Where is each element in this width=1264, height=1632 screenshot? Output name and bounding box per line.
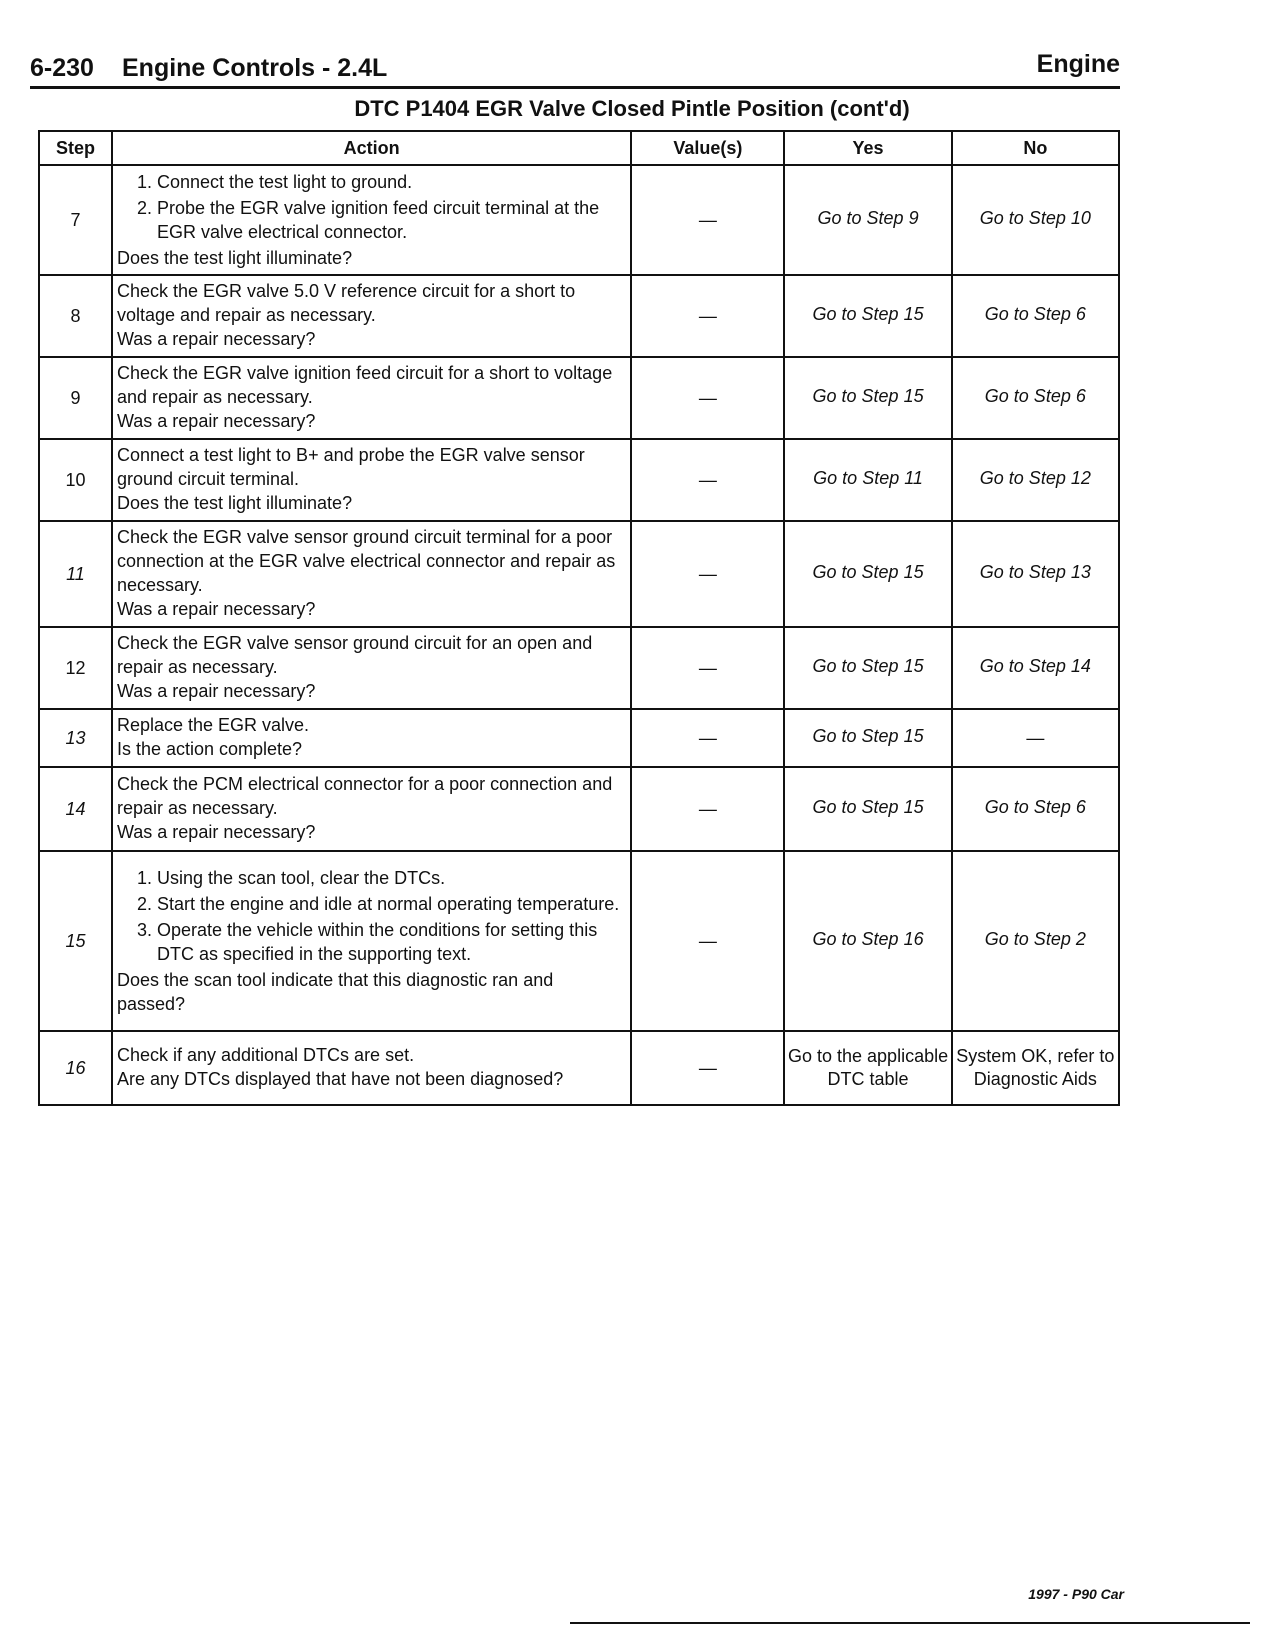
step-number: 11 bbox=[39, 521, 112, 627]
diagnostic-table bbox=[38, 130, 1120, 1106]
step-number: 10 bbox=[39, 439, 112, 521]
action-text: Check the PCM electrical connector for a poor connection and repair as necessary. bbox=[116, 774, 613, 818]
action-cell bbox=[112, 357, 631, 439]
yes-cell: Go to Step 11 bbox=[784, 439, 951, 521]
step-number: 16 bbox=[39, 1031, 112, 1105]
step-number: 8 bbox=[39, 275, 112, 357]
action-text: Check the EGR valve sensor ground circuit for an open and repair as necessary. bbox=[116, 633, 593, 677]
action-question: Does the scan tool indicate that this diagnostic ran and passed? bbox=[116, 970, 554, 1014]
action-text: Check the EGR valve ignition feed circuit for a short to voltage and repair as necessary. bbox=[116, 363, 613, 407]
no-cell: Go to Step 6 bbox=[952, 357, 1119, 439]
table-row bbox=[39, 1031, 1119, 1105]
action-item: 1. Connect the test light to ground. bbox=[157, 170, 624, 194]
yes-cell: Go to Step 15 bbox=[784, 767, 951, 851]
action-cell bbox=[112, 709, 631, 767]
action-item: 2. Start the engine and idle at normal operating temperature. bbox=[157, 892, 624, 916]
action-question: Was a repair necessary? bbox=[116, 681, 316, 701]
action-cell bbox=[112, 165, 631, 275]
value-cell: — bbox=[631, 627, 784, 709]
yes-cell: Go to Step 15 bbox=[784, 275, 951, 357]
action-text: Check the EGR valve sensor ground circuit terminal for a poor connection at the EGR valve electrical connector and repair as necessary. bbox=[116, 527, 616, 595]
action-text: Check if any additional DTCs are set. bbox=[116, 1045, 415, 1065]
no-cell: Go to Step 13 bbox=[952, 521, 1119, 627]
table-row bbox=[39, 709, 1119, 767]
action-item: 3. Operate the vehicle within the conditions for setting this DTC as specified in the supporting text. bbox=[157, 918, 624, 966]
step-number: 9 bbox=[39, 357, 112, 439]
action-question: Was a repair necessary? bbox=[116, 329, 316, 349]
table-row bbox=[39, 521, 1119, 627]
value-cell: — bbox=[631, 521, 784, 627]
action-text: Replace the EGR valve. bbox=[116, 715, 310, 735]
action-question: Was a repair necessary? bbox=[116, 822, 316, 842]
no-cell: Go to Step 12 bbox=[952, 439, 1119, 521]
yes-cell: Go to Step 15 bbox=[784, 709, 951, 767]
action-cell bbox=[112, 627, 631, 709]
table-row bbox=[39, 767, 1119, 851]
bottom-rule bbox=[570, 1622, 1250, 1624]
column-header-yes: Yes bbox=[784, 131, 951, 165]
step-number: 7 bbox=[39, 165, 112, 275]
yes-cell: Go to Step 15 bbox=[784, 357, 951, 439]
step-number: 14 bbox=[39, 767, 112, 851]
column-header-step: Step bbox=[39, 131, 112, 165]
yes-cell: Go to the applicable DTC table bbox=[784, 1031, 951, 1105]
table-row bbox=[39, 275, 1119, 357]
step-number: 12 bbox=[39, 627, 112, 709]
action-item: 1. Using the scan tool, clear the DTCs. bbox=[157, 866, 624, 890]
yes-cell: Go to Step 15 bbox=[784, 627, 951, 709]
action-question: Was a repair necessary? bbox=[116, 599, 316, 619]
action-list bbox=[117, 866, 624, 966]
value-cell: — bbox=[631, 851, 784, 1031]
yes-cell: Go to Step 16 bbox=[784, 851, 951, 1031]
table-row bbox=[39, 165, 1119, 275]
action-question: Was a repair necessary? bbox=[116, 411, 316, 431]
value-cell: — bbox=[631, 165, 784, 275]
action-cell bbox=[112, 439, 631, 521]
action-question: Does the test light illuminate? bbox=[116, 248, 353, 268]
page-header bbox=[30, 50, 1120, 89]
no-cell: System OK, refer to Diagnostic Aids bbox=[952, 1031, 1119, 1105]
table-row bbox=[39, 357, 1119, 439]
table-header-row bbox=[39, 131, 1119, 165]
step-number: 13 bbox=[39, 709, 112, 767]
no-cell: — bbox=[952, 709, 1119, 767]
action-cell bbox=[112, 275, 631, 357]
step-number: 15 bbox=[39, 851, 112, 1031]
no-cell: Go to Step 10 bbox=[952, 165, 1119, 275]
no-cell: Go to Step 14 bbox=[952, 627, 1119, 709]
action-cell bbox=[112, 521, 631, 627]
action-item: 2. Probe the EGR valve ignition feed circuit terminal at the EGR valve electrical connector. bbox=[157, 196, 624, 244]
page-number: 6-230 bbox=[30, 54, 94, 82]
value-cell: — bbox=[631, 709, 784, 767]
action-cell bbox=[112, 851, 631, 1031]
no-cell: Go to Step 2 bbox=[952, 851, 1119, 1031]
page-footer: 1997 - P90 Car bbox=[1028, 1586, 1124, 1602]
table-row bbox=[39, 851, 1119, 1031]
table-row bbox=[39, 439, 1119, 521]
yes-cell: Go to Step 9 bbox=[784, 165, 951, 275]
column-header-action: Action bbox=[112, 131, 631, 165]
action-cell bbox=[112, 1031, 631, 1105]
value-cell: — bbox=[631, 1031, 784, 1105]
value-cell: — bbox=[631, 275, 784, 357]
no-cell: Go to Step 6 bbox=[952, 275, 1119, 357]
value-cell: — bbox=[631, 767, 784, 851]
value-cell: — bbox=[631, 439, 784, 521]
column-header-values: Value(s) bbox=[631, 131, 784, 165]
section-title: Engine Controls - 2.4L bbox=[122, 54, 388, 82]
chapter-title: Engine bbox=[1036, 50, 1120, 78]
action-question: Are any DTCs displayed that have not been diagnosed? bbox=[116, 1069, 564, 1089]
action-cell bbox=[112, 767, 631, 851]
action-text: Check the EGR valve 5.0 V reference circuit for a short to voltage and repair as necessary. bbox=[116, 281, 576, 325]
action-text: Connect a test light to B+ and probe the EGR valve sensor ground circuit terminal. bbox=[116, 445, 585, 489]
table-title: DTC P1404 EGR Valve Closed Pintle Position (cont'd) bbox=[354, 96, 910, 121]
action-question: Does the test light illuminate? bbox=[116, 493, 353, 513]
action-question: Is the action complete? bbox=[116, 739, 303, 759]
no-cell: Go to Step 6 bbox=[952, 767, 1119, 851]
yes-cell: Go to Step 15 bbox=[784, 521, 951, 627]
column-header-no: No bbox=[952, 131, 1119, 165]
table-row bbox=[39, 627, 1119, 709]
value-cell: — bbox=[631, 357, 784, 439]
action-list bbox=[117, 170, 624, 244]
